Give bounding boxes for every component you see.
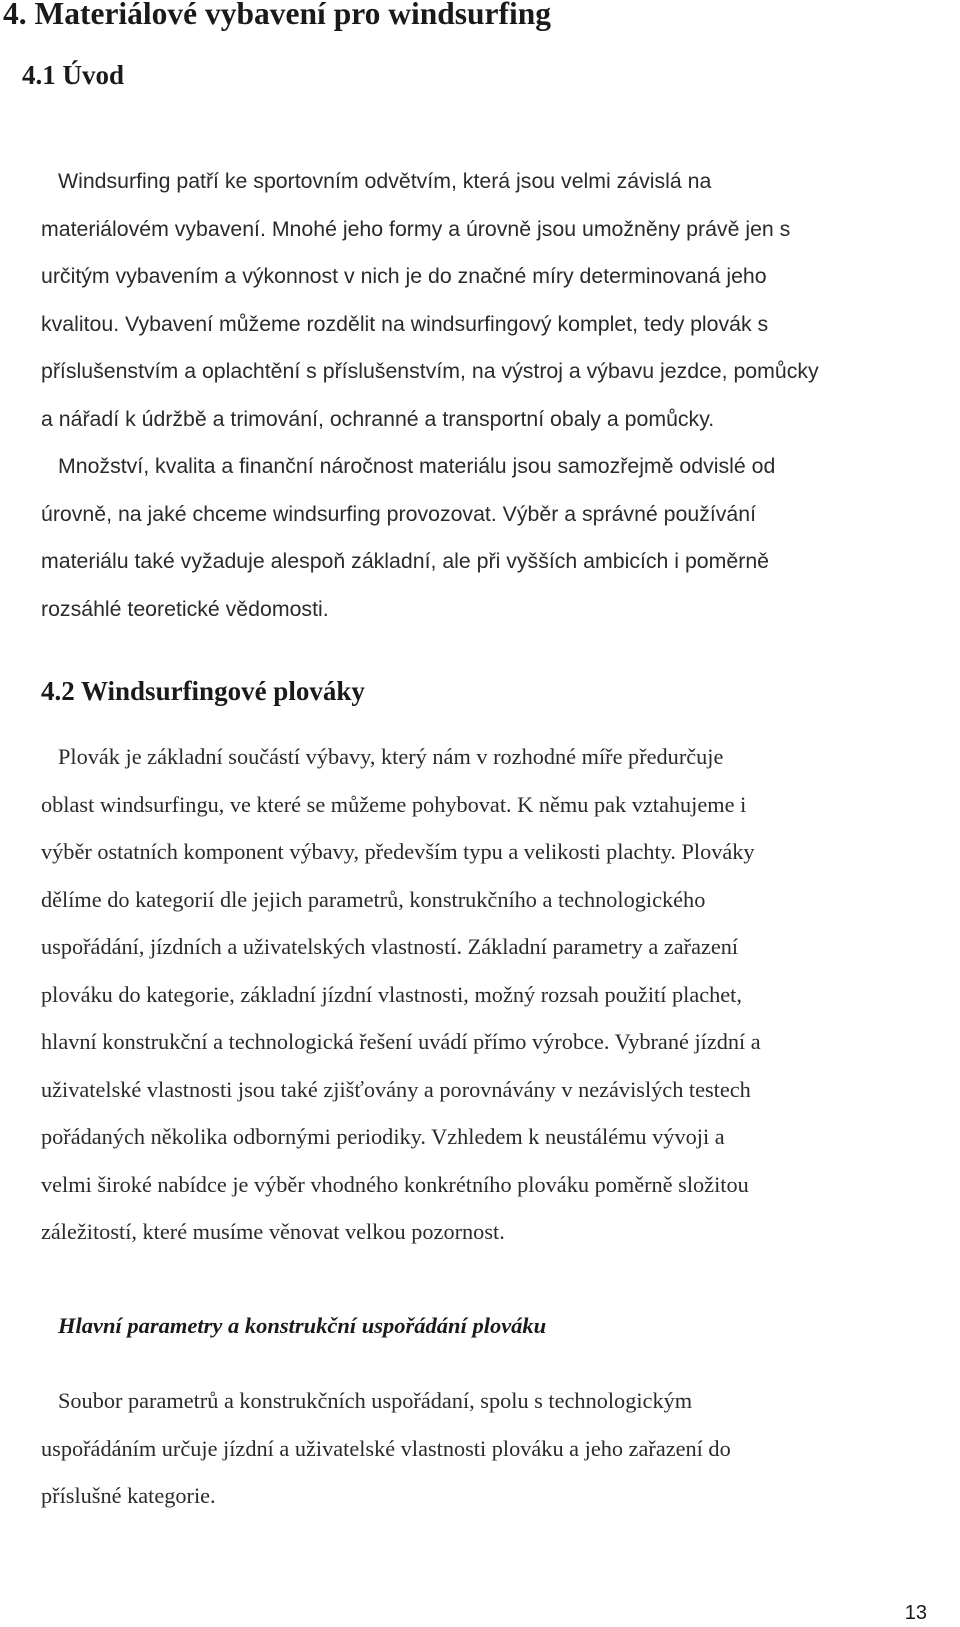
paragraph-line: výběr ostatních komponent výbavy, především typu a velikosti plachty. Plováky	[41, 839, 755, 864]
paragraph-line: a nářadí k údržbě a trimování, ochranné a transportní obaly a pomůcky.	[41, 406, 715, 431]
paragraph-line: oblast windsurfingu, ve které se můžeme pohybovat. K němu pak vztahujeme i	[41, 791, 747, 817]
paragraph-line: Windsurfing patří ke sportovním odvětvím, která jsou velmi závislá na	[58, 169, 712, 193]
subsection-title: Hlavní parametry a konstrukční uspořádání plováku	[58, 1313, 547, 1338]
paragraph-line: pořádaných několika odbornými periodiky. Vzhledem k neustálému vývoji a	[41, 1124, 725, 1149]
paragraph-line: úrovně, na jaké chceme windsurfing provozovat. Výběr a správné používání	[41, 501, 757, 526]
section-heading-boards: 4.2 Windsurfingové plováky	[41, 676, 365, 706]
paragraph-line: určitým vybavením a výkonnost v nich je do značné míry determinovaná jeho	[41, 264, 767, 288]
subsection-paragraph	[41, 1377, 947, 1520]
paragraph-line: materiálu také vyžaduje alespoň základní, ale při vyšších ambicích i poměrně	[41, 549, 770, 573]
paragraph-line: uspořádáním určuje jízdní a uživatelské vlastnosti plováku a jeho zařazení do	[41, 1435, 731, 1461]
paragraph-line: dělíme do kategorií dle jejich parametrů, konstrukčního a technologického	[41, 886, 706, 912]
paragraph-line: uspořádání, jízdních a uživatelských vlastností. Základní parametry a zařazení	[41, 934, 739, 959]
boards-paragraph	[41, 733, 947, 1256]
paragraph-line: materiálovém vybavení. Mnohé jeho formy a úrovně jsou umožněny právě jen s	[41, 216, 791, 241]
paragraph-line: záležitostí, které musíme věnovat velkou pozornost.	[41, 1219, 505, 1244]
paragraph-line: Množství, kvalita a finanční náročnost materiálu jsou samozřejmě odvislé od	[58, 454, 776, 478]
page-number: 13	[904, 1602, 927, 1624]
intro-paragraph	[41, 158, 947, 633]
paragraph-line: příslušné kategorie.	[41, 1483, 216, 1508]
paragraph-line: rozsáhlé teoretické vědomosti.	[41, 596, 329, 621]
paragraph-line: příslušenstvím a oplachtění s příslušenstvím, na výstroj a výbavu jezdce, pomůcky	[41, 359, 819, 383]
paragraph-line: kvalitou. Vybavení můžeme rozdělit na windsurfingový komplet, tedy plovák s	[41, 311, 769, 336]
paragraph-line: velmi široké nabídce je výběr vhodného konkrétního plováku poměrně složitou	[41, 1171, 749, 1197]
paragraph-line: Soubor parametrů a konstrukčních uspořádaní, spolu s technologickým	[58, 1388, 693, 1413]
paragraph-line: uživatelské vlastnosti jsou také zjišťovány a porovnávány v nezávislých testech	[41, 1076, 751, 1102]
paragraph-line: hlavní konstrukční a technologická řešení uvádí přímo výrobce. Vybrané jízdní a	[41, 1029, 761, 1054]
paragraph-line: plováku do kategorie, základní jízdní vlastnosti, možný rozsah použití plachet,	[41, 981, 742, 1007]
section-heading-intro: 4.1 Úvod	[22, 60, 125, 90]
paragraph-line: Plovák je základní součástí výbavy, který nám v rozhodné míře předurčuje	[58, 744, 724, 769]
chapter-title: 4. Materiálové vybavení pro windsurfing	[3, 0, 552, 31]
